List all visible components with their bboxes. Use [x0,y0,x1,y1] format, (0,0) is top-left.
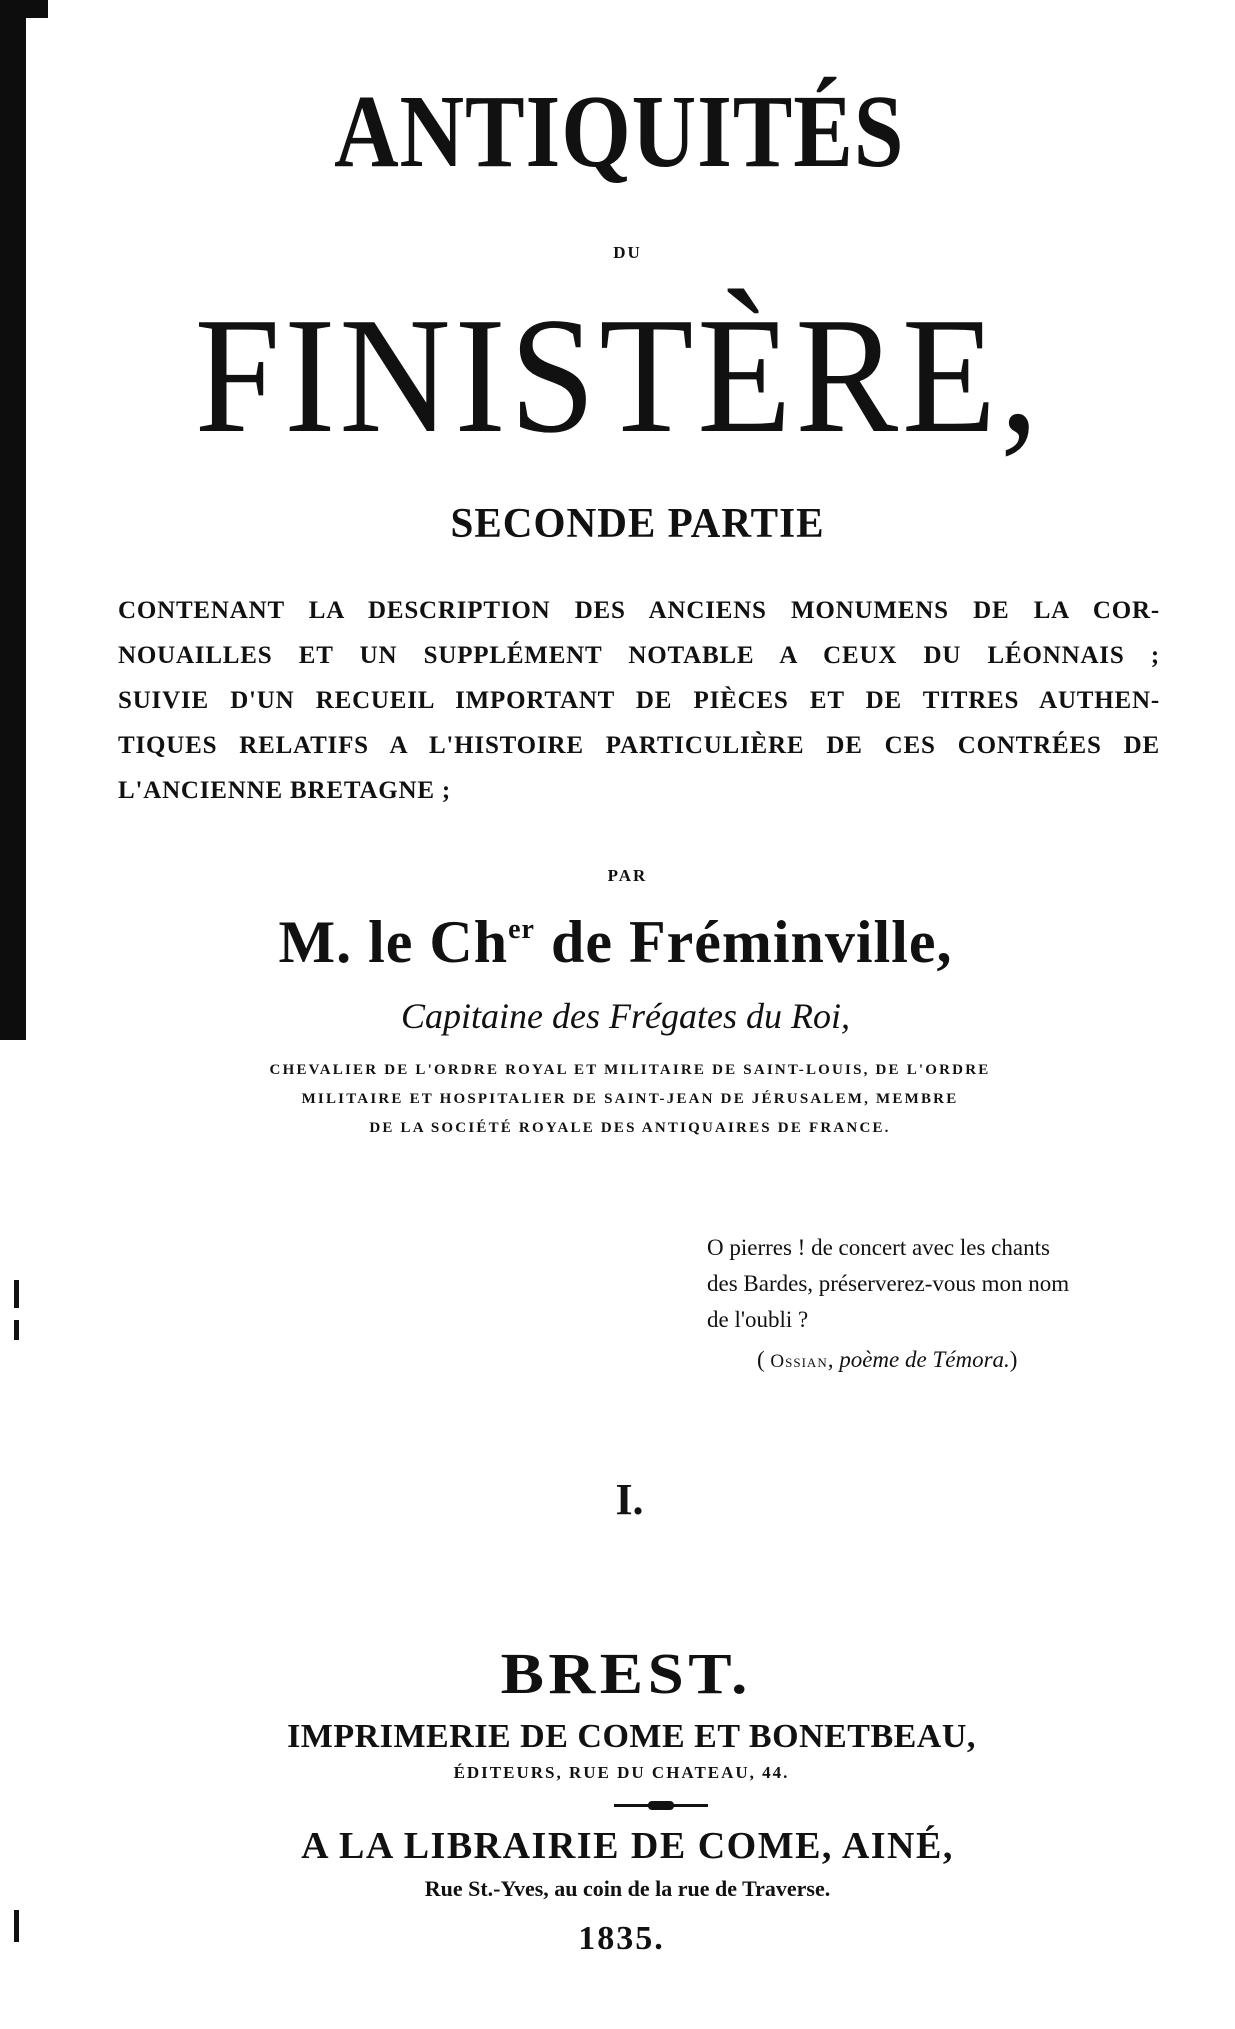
ornamental-rule [614,1804,708,1807]
description-line: CONTENANT LA DESCRIPTION DES ANCIENS MONUMENS DE LA COR- [118,597,1160,624]
binding-notch [0,0,48,18]
honors-line: MILITAIRE ET HOSPITALIER DE SAINT-JEAN DE JÉRUSALEM, MEMBRE [301,1091,959,1107]
citation-open: ( [757,1347,771,1372]
imprint-library: A LA LIBRAIRIE DE COME, AINÉ, [301,1825,954,1867]
imprint-editors-address: ÉDITEURS, RUE DU CHATEAU, 44. [453,1763,790,1782]
description-line: TIQUES RELATIFS A L'HISTOIRE PARTICULIÈRE DE CES CONTRÉES DE [118,732,1160,759]
imprint-printer: IMPRIMERIE DE COME ET BONETBEAU, [287,1718,976,1755]
citation-work: , poème de Témora. [827,1347,1010,1372]
citation-close: ) [1009,1347,1018,1372]
author-prefix: M. le Ch [278,909,509,975]
epigraph-line: des Bardes, préserverez-vous mon nom [707,1271,1070,1296]
description-line: L'ANCIENNE BRETAGNE ; [118,777,452,804]
edge-mark [14,1280,19,1308]
author-name [0,908,1233,977]
title-antiquites: ANTIQUITÉS [334,74,905,189]
imprint-street: Rue St.-Yves, au coin de la rue de Traverse. [424,1876,831,1901]
description [118,588,1160,813]
author-honors [210,1056,1050,1143]
epigraph [707,1230,1155,1380]
author-surname: de Fréminville, [550,909,953,975]
edge-mark [14,1320,19,1340]
subtitle: SECONDE PARTIE [450,501,825,547]
epigraph-line: de l'oubli ? [707,1307,809,1332]
imprint-city: BREST. [500,1641,752,1706]
epigraph-citation [707,1342,1155,1380]
title-connector: DU [613,243,642,262]
epigraph-line: O pierres ! de concert avec les chants [707,1235,1050,1260]
imprint-year: 1835. [578,1920,665,1957]
par-label: PAR [607,866,648,885]
citation-author: Ossian [770,1351,828,1372]
author-rank: Capitaine des Frégates du Roi, [401,996,850,1036]
title-finistere: FINISTÈRE, [194,283,1043,467]
volume-number: I. [615,1475,644,1524]
honors-line: DE LA SOCIÉTÉ ROYALE DES ANTIQUAIRES DE FRANCE. [369,1120,891,1136]
description-line: NOUAILLES ET UN SUPPLÉMENT NOTABLE A CEUX DU LÉONNAIS ; [118,642,1160,669]
honors-line: CHEVALIER DE L'ORDRE ROYAL ET MILITAIRE DE SAINT-LOUIS, DE L'ORDRE [269,1062,991,1078]
author-title-sup: er [508,914,535,945]
description-line: SUIVIE D'UN RECUEIL IMPORTANT DE PIÈCES ET DE TITRES AUTHEN- [118,687,1160,714]
